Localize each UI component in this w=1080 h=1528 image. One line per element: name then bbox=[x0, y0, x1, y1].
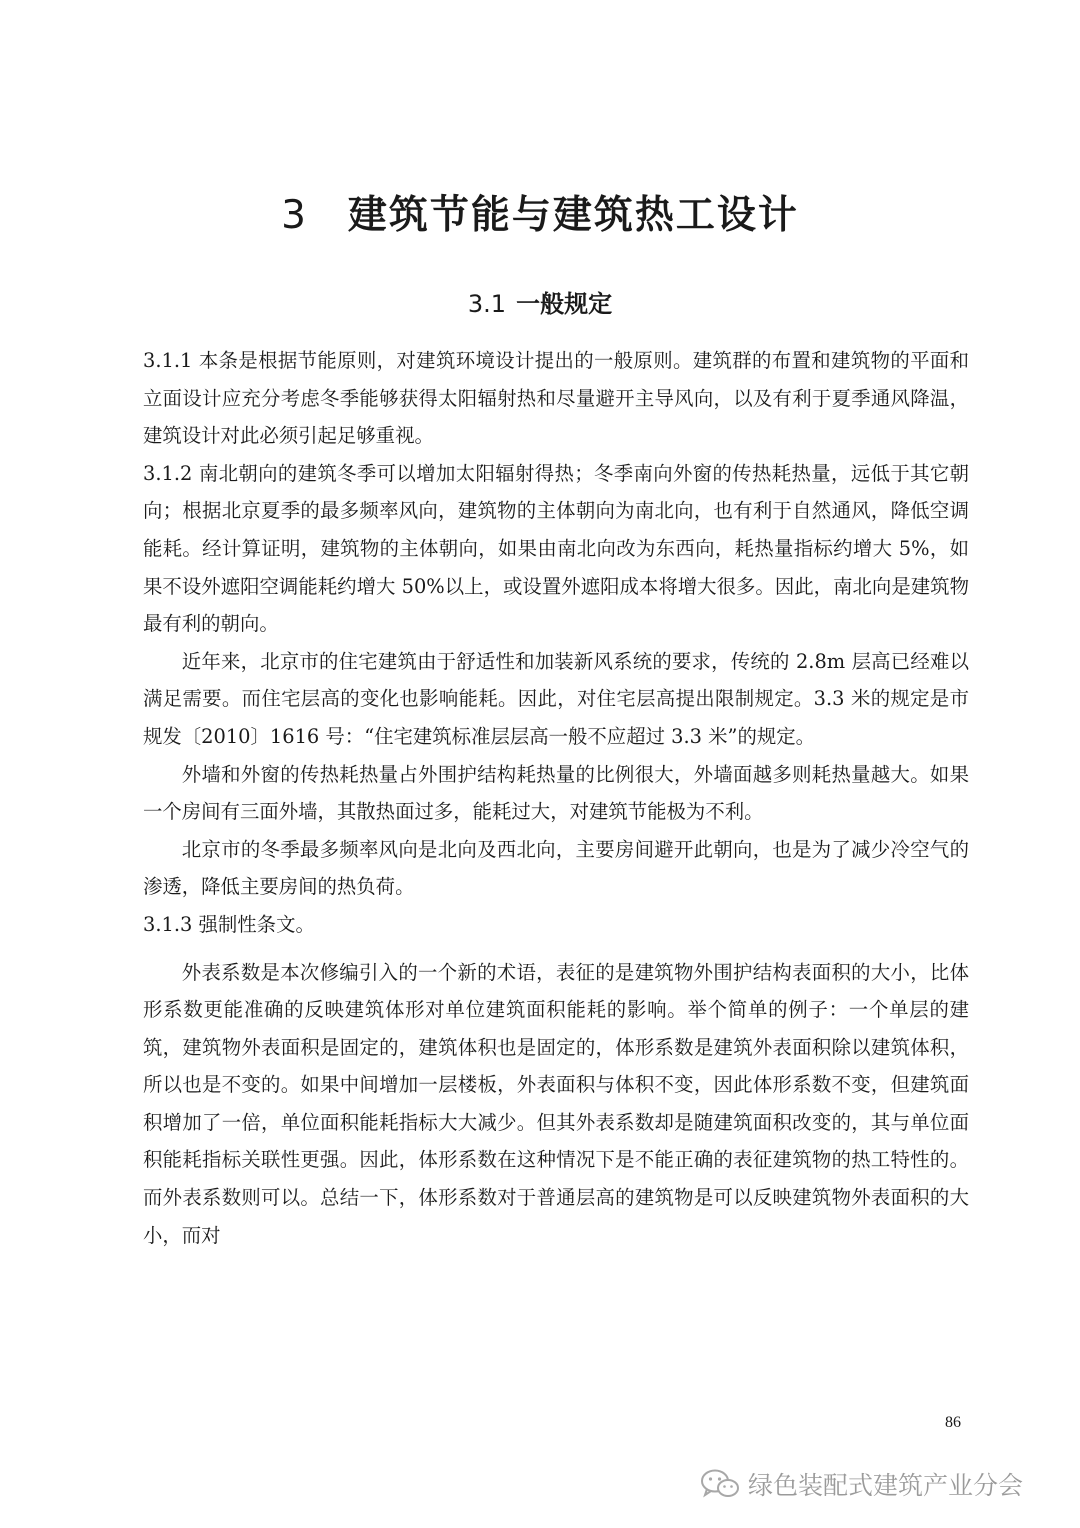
wechat-icon bbox=[700, 1468, 740, 1500]
section-title bbox=[0, 284, 1080, 319]
paragraph-3-1-3: 3.1.3 强制性条文。 bbox=[143, 912, 315, 936]
section-title-text: 一般规定 bbox=[516, 290, 613, 318]
chapter-number: 3 bbox=[281, 193, 308, 238]
paragraph-3-1-1: 3.1.1 本条是根据节能原则，对建筑环境设计提出的一般原则。建筑群的布置和建筑物的平面和立面设计应充分考虑冬季能够获得太阳辐射热和尽量避开主导风向，以及有利于夏季通风降温，建筑设计对此必须引起足够重视。 bbox=[143, 349, 969, 448]
paragraph-wind-direction: 北京市的冬季最多频率风向是北向及西北向，主要房间避开此朝向，也是为了减少冷空气的渗透，降低主要房间的热负荷。 bbox=[143, 837, 969, 899]
chapter-title-text: 建筑节能与建筑热工设计 bbox=[347, 193, 799, 238]
watermark-text: 绿色装配式建筑产业分会 bbox=[748, 1471, 1024, 1500]
paragraph-exterior-walls: 外墙和外窗的传热耗热量占外围护结构耗热量的比例很大，外墙面越多则耗热量越大。如果一个房间有三面外墙，其散热面过多，能耗过大，对建筑节能极为不利。 bbox=[143, 762, 969, 824]
body-text bbox=[143, 342, 969, 1254]
page-number: 86 bbox=[945, 1414, 961, 1431]
chapter-title bbox=[0, 184, 1080, 240]
paragraph-surface-coefficient: 外表系数是本次修编引入的一个新的术语，表征的是建筑物外围护结构表面积的大小，比体形系数更能准确的反映建筑体形对单位建筑面积能耗的影响。举个简单的例子：一个单层的建筑，建筑物外表面积是固定的，建筑体积也是固定的，体形系数是建筑外表面积除以建筑体积，所以也是不变的。如果中间增加一层楼板，外表面积与体积不变，因此体形系数不变，但建筑面积增加了一倍，单位面积能耗指标大大减少。但其外表系数却是随建筑面积改变的，其与单位面积能耗指标关联性更强。因此，体形系数在这种情况下是不能正确的表征建筑物的热工特性的。而外表系数则可以。总结一下，体形系数对于普通层高的建筑物是可以反映建筑物外表面积的大小，而对 bbox=[143, 960, 969, 1247]
paragraph-floor-height: 近年来，北京市的住宅建筑由于舒适性和加装新风系统的要求，传统的 2.8m 层高已经难以满足需要。而住宅层高的变化也影响能耗。因此，对住宅层高提出限制规定。3.3 米的规定是市规发〔2010〕1616 号：“住宅建筑标准层层高一般不应超过 3.3 米”的规定。 bbox=[143, 649, 969, 748]
watermark bbox=[700, 1466, 1023, 1502]
section-number: 3.1 bbox=[467, 290, 507, 318]
paragraph-3-1-2: 3.1.2 南北朝向的建筑冬季可以增加太阳辐射得热；冬季南向外窗的传热耗热量，远低于其它朝向；根据北京夏季的最多频率风向，建筑物的主体朝向为南北向，也有利于自然通风，降低空调能耗。经计算证明，建筑物的主体朝向，如果由南北向改为东西向，耗热量指标约增大 5%，如果不设外遮阳空调能耗约增大 50%以上，或设置外遮阳成本将增大很多。因此，南北向是建筑物最有利的朝向。 bbox=[143, 461, 969, 636]
